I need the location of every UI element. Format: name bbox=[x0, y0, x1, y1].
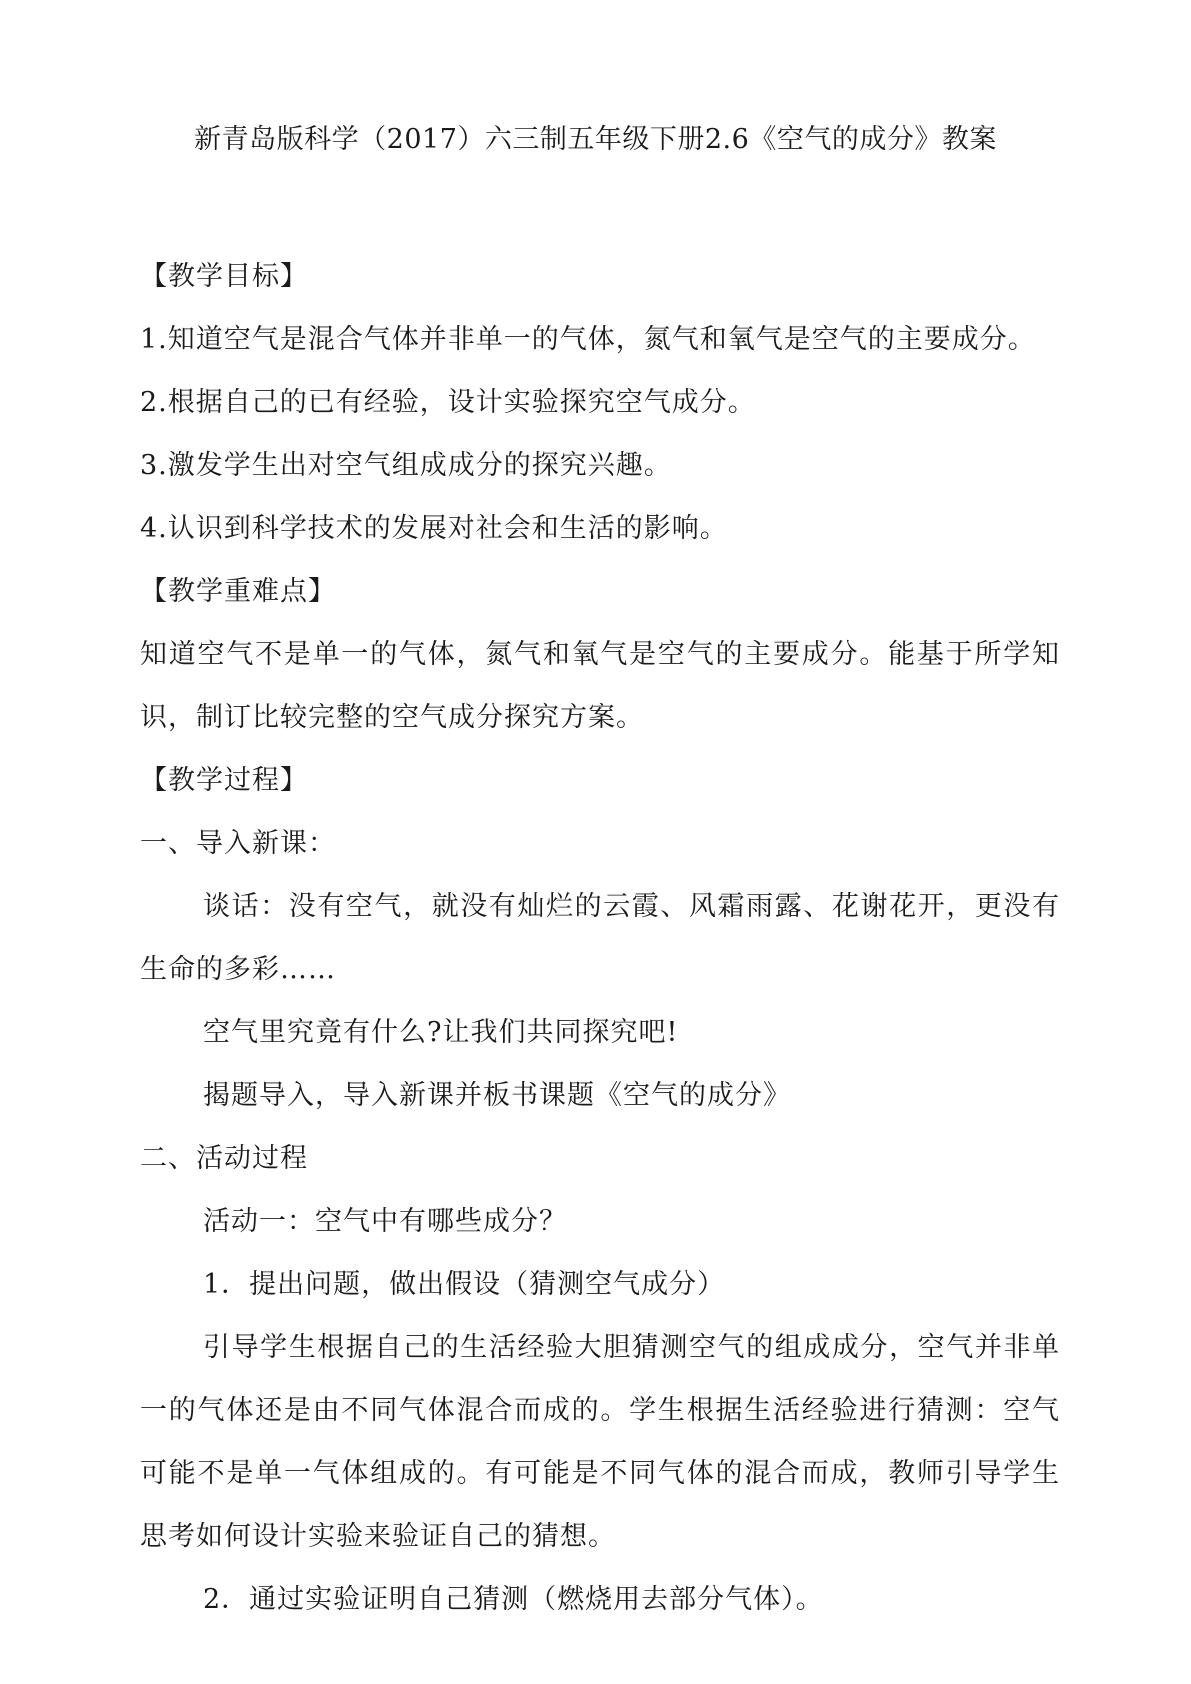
step1-heading: 1．提出问题，做出假设（猜测空气成分） bbox=[203, 1269, 726, 1300]
keypoints-paragraph: 知道空气不是单一的气体，氮气和氧气是空气的主要成分。能基于所学知识，制订比较完整的空气成分探究方案。 bbox=[140, 639, 1060, 733]
goal-item: 2.根据自己的已有经验，设计实验探究空气成分。 bbox=[140, 387, 756, 418]
goal-item: 4.认识到科学技术的发展对社会和生活的影响。 bbox=[140, 513, 728, 544]
part1-heading: 一、导入新课： bbox=[140, 828, 336, 859]
document-title: 新青岛版科学（2017）六三制五年级下册2.6《空气的成分》教案 bbox=[194, 124, 997, 155]
goal-item: 1.知道空气是混合气体并非单一的气体，氮气和氧气是空气的主要成分。 bbox=[140, 324, 1036, 355]
part2-heading: 二、活动过程 bbox=[140, 1143, 308, 1174]
keypoints-heading: 【教学重难点】 bbox=[140, 576, 336, 607]
intro-question: 空气里究竟有什么?让我们共同探究吧! bbox=[203, 1017, 679, 1048]
goals-heading: 【教学目标】 bbox=[140, 261, 308, 292]
step2-heading: 2．通过实验证明自己猜测（燃烧用去部分气体）。 bbox=[203, 1584, 824, 1615]
goal-item: 3.激发学生出对空气组成成分的探究兴趣。 bbox=[140, 450, 672, 481]
step1-paragraph: 引导学生根据自己的生活经验大胆猜测空气的组成成分，空气并非单一的气体还是由不同气体混合而成的。学生根据生活经验进行猜测：空气可能不是单一气体组成的。有可能是不同气体的混合而成，教师引导学生思考如何设计实验来验证自己的猜想。 bbox=[140, 1332, 1060, 1552]
document-body bbox=[140, 245, 1060, 1631]
process-heading: 【教学过程】 bbox=[140, 765, 308, 796]
activity1-heading: 活动一：空气中有哪些成分？ bbox=[203, 1206, 567, 1237]
intro-topic: 揭题导入，导入新课并板书课题《空气的成分》 bbox=[203, 1080, 791, 1111]
intro-paragraph: 谈话：没有空气，就没有灿烂的云霞、风霜雨露、花谢花开，更没有生命的多彩…… bbox=[140, 891, 1060, 985]
